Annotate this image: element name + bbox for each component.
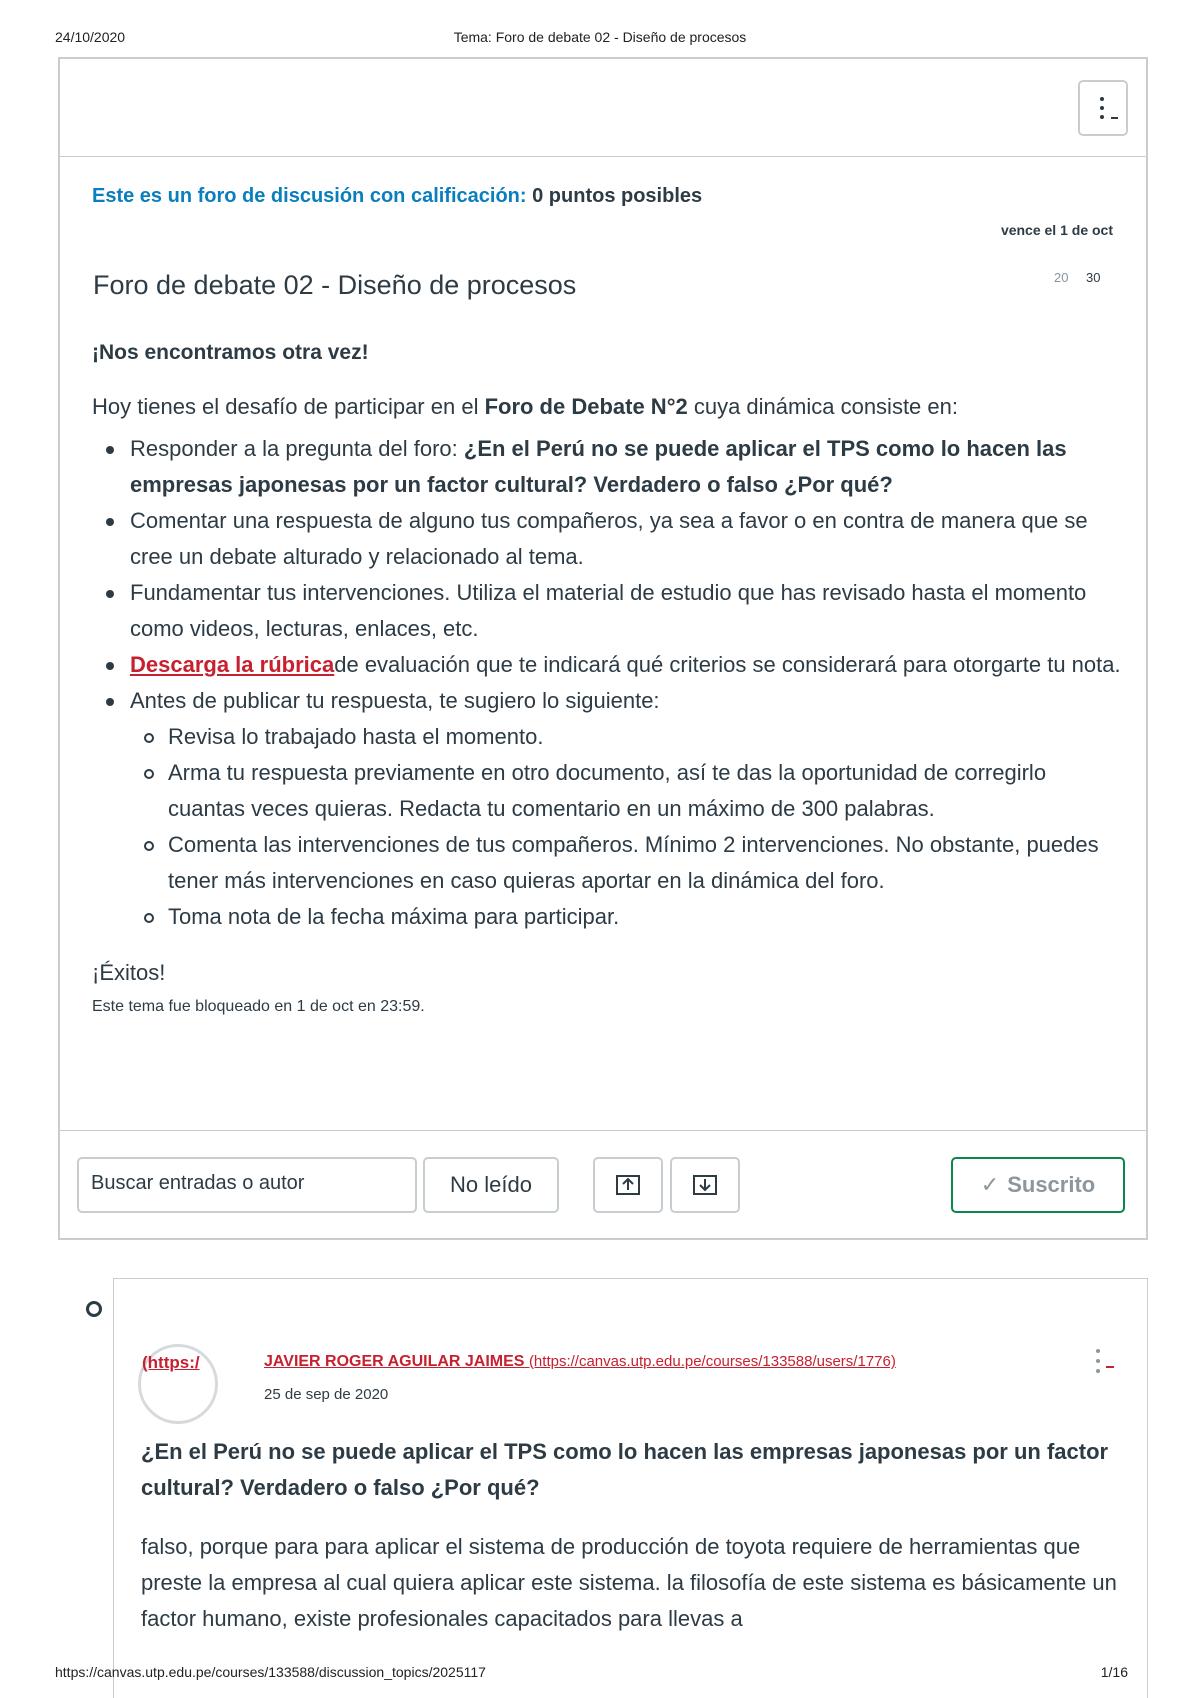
sub-list-item: Revisa lo trabajado hasta el momento. xyxy=(130,719,1122,755)
reply-question: ¿En el Perú no se puede aplicar el TPS como lo hacen las empresas japonesas por un factor cultural? Verdadero o falso ¿Por qué? xyxy=(141,1439,1109,1500)
print-url: https://canvas.utp.edu.pe/courses/133588/discussion_topics/2025117 xyxy=(55,1664,486,1680)
topic-toolbar xyxy=(60,59,1146,157)
suggestions-list xyxy=(130,719,1122,935)
sub-list-item: Arma tu respuesta previamente en otro documento, así te das la oportunidad de corregirlo cuantas veces quieras. Redacta tu comentario en un máximo de 300 palabras. xyxy=(130,755,1122,827)
print-title: Tema: Foro de debate 02 - Diseño de procesos xyxy=(453,29,747,45)
locked-note: Este tema fue bloqueado en 1 de oct en 23:59. xyxy=(92,998,425,1015)
unread-indicator-icon xyxy=(86,1301,102,1317)
list-item: Descarga la rúbricade evaluación que te indicará qué criterios se considerará para otorgarte tu nota. xyxy=(92,647,1122,683)
avatar-link[interactable]: (https:/ xyxy=(142,1353,200,1372)
print-date: 24/10/2020 xyxy=(55,29,126,45)
instructions-list xyxy=(92,431,1122,935)
topic-title: Foro de debate 02 - Diseño de procesos xyxy=(93,270,577,300)
topic-options-button[interactable] xyxy=(1078,80,1128,136)
author-url: (https://canvas.utp.edu.pe/courses/133588/users/1776) xyxy=(528,1353,896,1370)
due-date: vence el 1 de oct xyxy=(1000,222,1113,238)
total-count: 30 xyxy=(1086,270,1101,285)
forum-question: ¿En el Perú no se puede aplicar el TPS como lo hacen las empresas japonesas por un factor cultural? Verdadero o falso ¿Por qué? xyxy=(130,436,1067,497)
greeting: ¡Nos encontramos otra vez! xyxy=(92,341,369,364)
intro-paragraph: Hoy tienes el desafío de participar en el Foro de Debate N°2 cuya dinámica consiste en: xyxy=(92,394,958,419)
expand-icon xyxy=(692,1174,718,1196)
list-item: Comentar una respuesta de alguno tus compañeros, ya sea a favor o en contra de manera que se cree un debate alturado y relacionado al tema. xyxy=(92,503,1122,575)
subscribed-label: Suscrito xyxy=(1007,1172,1096,1197)
post-date: 25 de sep de 2020 xyxy=(264,1386,389,1403)
kebab-icon xyxy=(1100,97,1104,124)
points-possible: 0 puntos posibles xyxy=(532,185,703,207)
search-entries-input[interactable]: Buscar entradas o autor xyxy=(77,1157,417,1213)
graded-label: Este es un foro de discusión con calificación: xyxy=(92,185,527,207)
sub-list-item: Toma nota de la fecha máxima para participar. xyxy=(130,899,1122,935)
collapse-icon xyxy=(615,1174,641,1196)
author-name: JAVIER ROGER AGUILAR JAIMES xyxy=(264,1353,525,1370)
sub-list-item: Comenta las intervenciones de tus compañeros. Mínimo 2 intervenciones. No obstante, puedes tener más intervenciones en caso quieras aportar en la dinámica del foro. xyxy=(130,827,1122,899)
topic-message xyxy=(92,335,1122,1019)
rubric-download-link[interactable]: Descarga la rúbrica xyxy=(130,652,335,677)
print-page-number: 1/16 xyxy=(1100,1664,1128,1680)
list-item: Fundamentar tus intervenciones. Utiliza el material de estudio que has revisado hasta el momento como videos, lecturas, enlaces, etc. xyxy=(92,575,1122,647)
kebab-icon xyxy=(1096,1349,1100,1373)
expand-replies-button[interactable] xyxy=(670,1157,740,1213)
unread-count: 20 xyxy=(1054,270,1069,285)
discussion-filter-bar xyxy=(58,1130,1148,1240)
list-item: Responder a la pregunta del foro: ¿En el Perú no se puede aplicar el TPS como lo hacen las empresas japonesas por un factor cultural? Verdadero o falso ¿Por qué? xyxy=(92,431,1122,503)
graded-discussion-note xyxy=(92,185,702,208)
author-link[interactable] xyxy=(264,1353,896,1371)
subscribed-toggle-button[interactable] xyxy=(951,1157,1125,1213)
collapse-replies-button[interactable] xyxy=(593,1157,663,1213)
list-item: Antes de publicar tu respuesta, te sugiero lo siguiente: Revisa lo trabajado hasta el momento. Arma tu respuesta previamente en otro documento, así te das la oportunidad de corregirlo cuantas veces quieras. Redacta tu comentario en un máximo de 300 palabras. Comenta las intervenciones de tus compañeros. Mínimo 2 intervenciones. No obstante, puedes tener más intervenciones en caso quieras aportar en la dinámica del foro. Toma nota de la fecha máxima para participar. xyxy=(92,683,1122,935)
check-icon: ✓ xyxy=(980,1172,1000,1197)
unread-filter-button[interactable]: No leído xyxy=(423,1157,559,1213)
discussion-entry xyxy=(113,1278,1148,1698)
reply-body: falso, porque para para aplicar el sistema de producción de toyota requiere de herramientas que preste la empresa al cual quiera aplicar este sistema. la filosofía de este sistema es básicamente un factor humano, existe profesionales capacitados para llevas a xyxy=(141,1534,1117,1631)
reply-options-button[interactable] xyxy=(1096,1349,1100,1379)
closing-text: ¡Éxitos! xyxy=(92,960,166,985)
